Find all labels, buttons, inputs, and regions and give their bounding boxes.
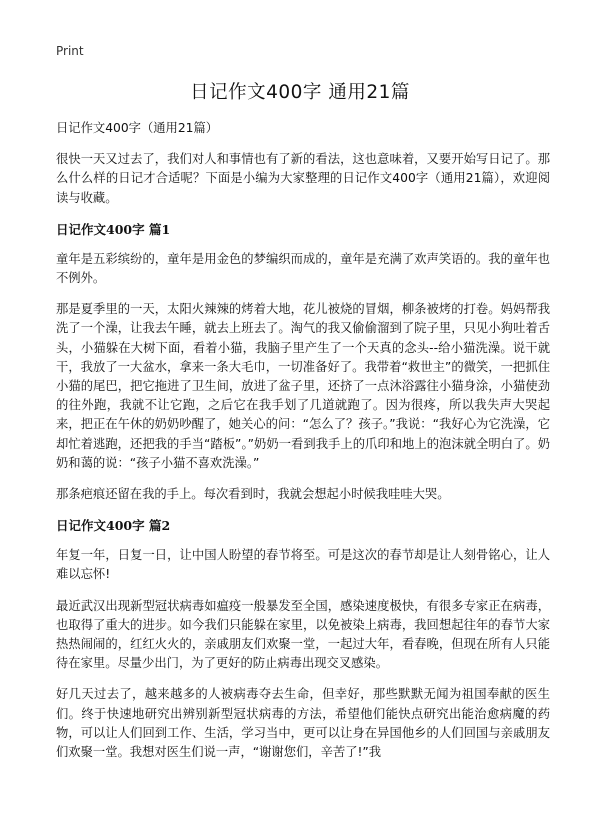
section-2-paragraph-1: 年复一年，日复一日，让中国人盼望的春节将至。可是这次的春节却是让人刻骨铭心，让人难以忘怀!: [56, 548, 550, 582]
section-heading-2: 日记作文400字 篇2: [56, 518, 171, 534]
section-2-paragraph-3: 好几天过去了，越来越多的人被病毒夺去生命，但幸好，那些默默无闻为祖国奉献的医生们。终于快速地研究出辨别新型冠状病毒的方法，希望他们能快点研究出能治愈病魔的药物，可以让人们回到工作、生活，学习当中，更可以让身在异国他乡的人们回国与亲戚朋友们欢聚一堂。我想对医生们说一声，“谢谢您们，辛苦了!”我: [56, 687, 550, 760]
section-1-paragraph-2: 那是夏季里的一天，太阳火辣辣的烤着大地，花儿被烧的冒烟，柳条被烤的打卷。妈妈帮我洗了一个澡，让我去午睡，就去上班去了。淘气的我又偷偷溜到了院子里，只见小狗吐着舌头，小猫躲在大树下面，看着小猫，我脑子里产生了一个天真的念头--给小猫洗澡。说干就干，我放了一大盆水，拿来一条大毛巾，一切准备好了。我带着“救世主”的微笑，一把抓住小猫的尾巴，把它拖进了卫生间，放进了盆子里，还挤了一点沐浴露往小猫身涂，小猫使劲的往外跑，我就不让它跑，之后它在我手划了几道就跑了。因为很疼，所以我失声大哭起来，把正在午休的奶奶吵醒了，她关心的问：“怎么了？孩子。”我说：“我好心为它洗澡，它却忙着逃跑，还把我的手当“踏板”。”奶奶一看到我手上的爪印和地上的泡沫就全明白了。奶奶和蔼的说：“孩子小猫不喜欢洗澡。”: [56, 302, 550, 470]
section-2-paragraph-2: 最近武汉出现新型冠状病毒如瘟疫一般暴发至全国，感染速度极快，有很多专家正在病毒，也取得了重大的进步。如今我们只能躲在家里，以免被染上病毒，我回想起往年的春节大家热热闹闹的，红红火火的，亲戚朋友们欢聚一堂，一起过大年，看春晚，但现在所有人只能待在家里。尽量少出门，为了更好的防止病毒出现交叉感染。: [56, 598, 550, 671]
section-heading-1: 日记作文400字 篇1: [56, 221, 171, 237]
section-1-paragraph-1: 童年是五彩缤纷的，童年是用金色的梦编织而成的，童年是充满了欢声笑语的。我的童年也不例外。: [56, 251, 550, 286]
section-1-paragraph-3: 那条疤痕还留在我的手上。每次看到时，我就会想起小时候我哇哇大哭。: [56, 487, 450, 502]
print-link[interactable]: Print: [56, 44, 84, 58]
article-body: [56, 119, 550, 774]
intro-paragraph: 很快一天又过去了，我们对人和事情也有了新的看法，这也意味着，又要开始写日记了。那么什么样的日记才合适呢？下面是小编为大家整理的日记作文400字（通用21篇），欢迎阅读与收藏。: [56, 152, 550, 205]
page-title: 日记作文400字 通用21篇: [190, 82, 410, 103]
article-subtitle: 日记作文400字（通用21篇）: [56, 121, 219, 135]
